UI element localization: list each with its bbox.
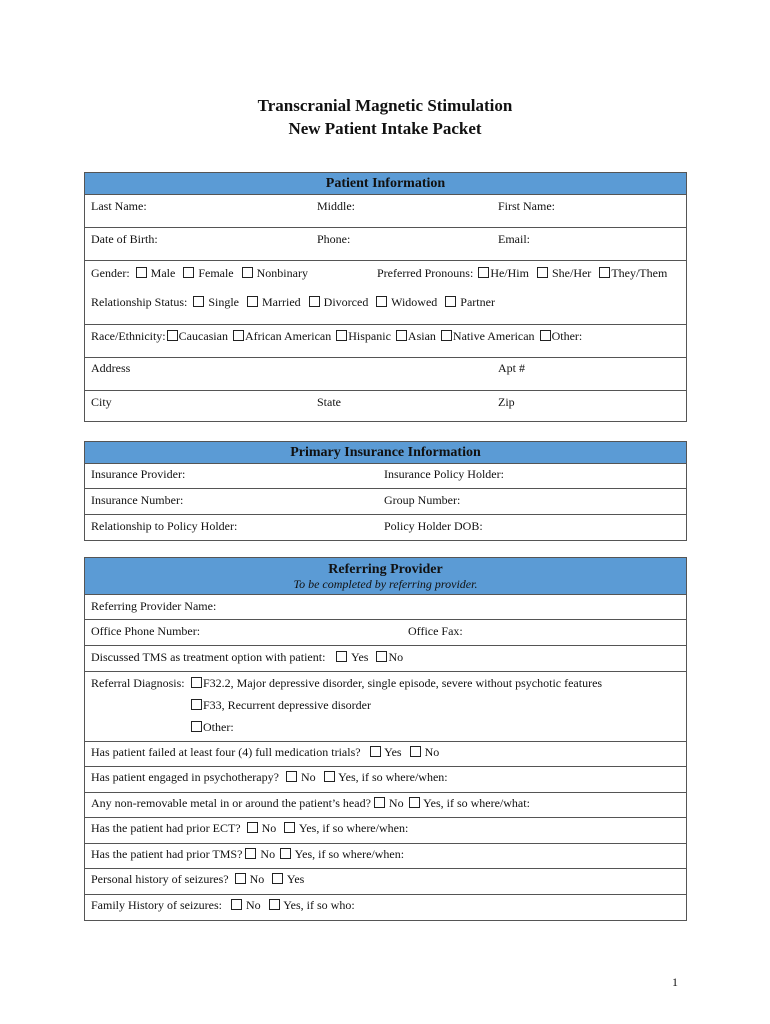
seizures-yes-label: Yes [286,872,305,886]
psychotherapy-yes-checkbox[interactable] [324,771,335,782]
referring-provider-section [84,557,687,921]
insurance-header: Primary Insurance Information [85,442,686,464]
insurance-provider-field[interactable]: Insurance Provider: [91,467,186,481]
tms-yes-checkbox[interactable] [280,848,291,859]
relationship-widowed-checkbox[interactable] [376,296,387,307]
med-trials-row [85,742,686,767]
diagnosis-f33-label: F33, Recurrent depressive disorder [203,698,371,712]
middle-name-field[interactable]: Middle: [317,199,355,213]
metal-label: Any non-removable metal in or around the patient’s head? [91,796,371,810]
discussed-tms-group [91,650,408,664]
med-trials-group [91,745,444,759]
prior-ect-label: Has the patient had prior ECT? [91,821,241,835]
phone-field[interactable]: Phone: [317,232,351,246]
metal-group [91,796,535,810]
gender-male-checkbox[interactable] [136,267,147,278]
relationship-group [91,295,500,309]
prior-tms-row [85,844,686,869]
race-hispanic-checkbox[interactable] [336,330,347,341]
seizures-row [85,869,686,895]
metal-no-label: No [388,796,404,810]
relationship-partner-checkbox[interactable] [445,296,456,307]
office-fax-field[interactable]: Office Fax: [408,624,463,638]
prior-ect-row [85,818,686,844]
metal-yes-label: Yes, if so where/what: [423,796,530,810]
gender-row [85,261,686,291]
insurance-provider-row [85,464,686,489]
relationship-married-checkbox[interactable] [247,296,258,307]
group-number-field[interactable]: Group Number: [384,493,461,507]
referral-diagnosis-label: Referral Diagnosis: [91,676,185,690]
race-african-american-checkbox[interactable] [233,330,244,341]
referring-provider-name-field[interactable]: Referring Provider Name: [91,599,217,613]
apt-field[interactable]: Apt # [498,361,525,375]
med-trials-no-checkbox[interactable] [410,746,421,757]
psychotherapy-no-label: No [300,770,316,784]
referring-provider-subtitle: To be completed by referring provider. [293,577,478,591]
family-seizures-label: Family History of seizures: [91,898,222,912]
contact-row [85,228,686,261]
discussed-no-label: No [388,650,404,664]
address-row [85,358,686,391]
gender-female-label: Female [198,266,234,280]
gender-female-checkbox[interactable] [183,267,194,278]
relationship-to-holder-field[interactable]: Relationship to Policy Holder: [91,519,238,533]
race-other-checkbox[interactable] [540,330,551,341]
metal-yes-checkbox[interactable] [409,797,420,808]
med-trials-label: Has patient failed at least four (4) full medication trials? [91,745,361,759]
race-asian-label: Asian [407,329,436,343]
name-row [85,195,686,228]
race-hispanic-label: Hispanic [348,329,391,343]
holder-dob-field[interactable]: Policy Holder DOB: [384,519,483,533]
state-field[interactable]: State [317,395,341,409]
pronoun-she-label: She/Her [551,266,592,280]
relationship-divorced-checkbox[interactable] [309,296,320,307]
ect-yes-label: Yes, if so where/when: [298,821,409,835]
pronoun-they-checkbox[interactable] [599,267,610,278]
relationship-divorced-label: Divorced [323,295,369,309]
gender-nonbinary-checkbox[interactable] [242,267,253,278]
ect-no-label: No [261,821,277,835]
diagnosis-f32-checkbox[interactable] [191,677,202,688]
pronoun-he-label: He/Him [490,266,529,280]
policy-holder-field[interactable]: Insurance Policy Holder: [384,467,504,481]
address-field[interactable]: Address [91,361,131,375]
relationship-partner-label: Partner [460,295,495,309]
discussed-yes-label: Yes [350,650,369,664]
race-african-american-label: African American [244,329,332,343]
first-name-field[interactable]: First Name: [498,199,555,213]
seizures-no-checkbox[interactable] [235,873,246,884]
family-seizures-row [85,895,686,920]
page-subtitle: New Patient Intake Packet [288,119,482,138]
insurance-section [84,441,687,541]
diagnosis-other-checkbox[interactable] [191,721,202,732]
page-title: Transcranial Magnetic Stimulation [257,96,513,115]
relationship-single-checkbox[interactable] [193,296,204,307]
page-number: 1 [672,975,678,989]
gender-label: Gender: [91,266,130,280]
patient-information-header: Patient Information [85,173,686,195]
gender-male-label: Male [150,266,176,280]
ect-no-checkbox[interactable] [247,822,258,833]
dob-field[interactable]: Date of Birth: [91,232,158,246]
family-seizures-group [91,898,360,912]
metal-no-checkbox[interactable] [374,797,385,808]
pronoun-she-checkbox[interactable] [537,267,548,278]
metal-row [85,793,686,818]
prior-tms-label: Has the patient had prior TMS? [91,847,243,861]
tms-no-checkbox[interactable] [245,848,256,859]
referral-diagnosis-row [85,672,686,742]
city-row [85,391,686,422]
discussed-no-checkbox[interactable] [376,651,387,662]
relationship-label: Relationship Status: [91,295,188,309]
tms-no-label: No [260,847,276,861]
relationship-row [85,291,686,325]
relationship-widowed-label: Widowed [391,295,438,309]
relationship-single-label: Single [208,295,240,309]
seizures-no-label: No [249,872,265,886]
pronoun-they-label: They/Them [611,266,668,280]
med-trials-yes-label: Yes [384,745,402,759]
last-name-field[interactable]: Last Name: [91,199,147,213]
pronoun-he-checkbox[interactable] [478,267,489,278]
family-no-checkbox[interactable] [231,899,242,910]
email-field[interactable]: Email: [498,232,530,246]
diagnosis-other-label: Other: [203,720,234,734]
provider-name-row [85,595,686,620]
patient-information-section [84,172,687,422]
race-native-american-label: Native American [452,329,535,343]
diagnosis-f32-label: F32.2, Major depressive disorder, single episode, severe without psychotic features [203,676,603,690]
gender-group [91,266,313,280]
seizures-yes-checkbox[interactable] [272,873,283,884]
referring-provider-title: Referring Provider [328,562,443,577]
pronouns-label: Preferred Pronouns: [377,266,474,280]
med-trials-yes-checkbox[interactable] [370,746,381,757]
race-native-american-checkbox[interactable] [441,330,452,341]
family-yes-checkbox[interactable] [269,899,280,910]
pronouns-group [377,266,667,280]
psychotherapy-group [91,770,453,784]
office-phone-row [85,620,686,646]
gender-nonbinary-label: Nonbinary [256,266,308,280]
ect-yes-checkbox[interactable] [284,822,295,833]
insurance-number-field[interactable]: Insurance Number: [91,493,184,507]
seizures-label: Personal history of seizures? [91,872,229,886]
prior-ect-group [91,821,413,835]
relationship-married-label: Married [262,295,301,309]
family-yes-label: Yes, if so who: [283,898,355,912]
race-group [91,329,582,343]
prior-tms-group [91,847,409,861]
race-other-label: Other: [551,329,583,343]
psychotherapy-label: Has patient engaged in psychotherapy? [91,770,279,784]
family-no-label: No [245,898,261,912]
zip-field[interactable]: Zip [498,395,515,409]
diagnosis-f32-option [191,676,602,690]
psychotherapy-row [85,767,686,793]
race-caucasian-label: Caucasian [178,329,228,343]
discussed-tms-row [85,646,686,672]
diagnosis-other-option [191,720,234,734]
referring-provider-header [85,558,686,595]
race-label: Race/Ethnicity: [91,329,166,343]
city-field[interactable]: City [91,395,112,409]
med-trials-no-label: No [424,745,440,759]
policy-relationship-row [85,515,686,540]
diagnosis-f33-option [191,698,371,712]
race-caucasian-checkbox[interactable] [167,330,178,341]
diagnosis-f33-checkbox[interactable] [191,699,202,710]
psychotherapy-no-checkbox[interactable] [286,771,297,782]
psychotherapy-yes-label: Yes, if so where/when: [338,770,448,784]
discussed-tms-label: Discussed TMS as treatment option with patient: [91,650,326,664]
tms-yes-label: Yes, if so where/when: [294,847,405,861]
discussed-yes-checkbox[interactable] [336,651,347,662]
seizures-group [91,872,309,886]
race-asian-checkbox[interactable] [396,330,407,341]
insurance-number-row [85,489,686,515]
office-phone-field[interactable]: Office Phone Number: [91,624,201,638]
race-row [85,325,686,358]
